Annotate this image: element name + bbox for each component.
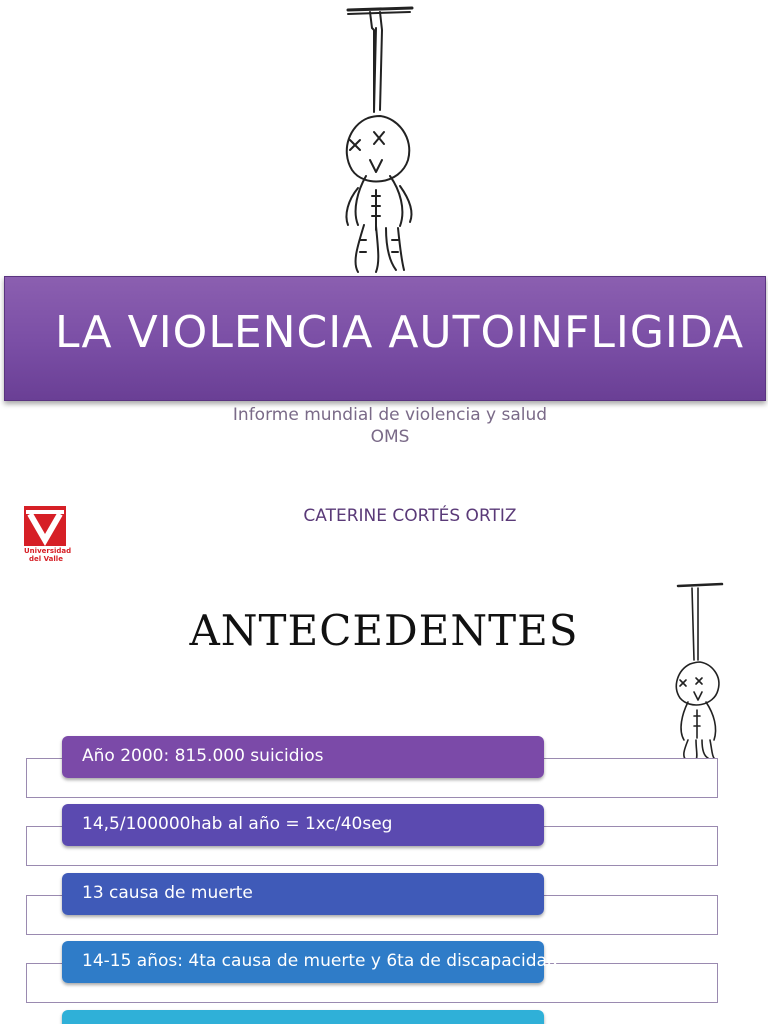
subtitle-line-1: Informe mundial de violencia y salud — [232, 405, 548, 425]
list-item — [0, 736, 768, 808]
logo-mark — [24, 506, 66, 546]
university-logo — [24, 506, 72, 563]
list-item — [0, 1010, 768, 1024]
list-item-pill — [62, 1010, 544, 1024]
subtitle-line-2: OMS — [370, 427, 410, 447]
subtitle — [180, 404, 600, 448]
section-heading: ANTECEDENTES — [189, 606, 579, 655]
list-item-label: Año 2000: 815.000 suicidios — [82, 746, 324, 766]
slide-title-text: LA VIOLENCIA AUTOINFLIGIDA — [55, 307, 745, 358]
list-item-label: 13 causa de muerte — [82, 883, 253, 903]
list-item-pill — [62, 736, 544, 778]
hanging-doll-illustration — [330, 0, 430, 276]
list-item-label: 14-15 años: 4ta causa de muerte y 6ta de discapacidad — [82, 951, 558, 971]
list-item-pill — [62, 873, 544, 915]
list-item-label: 14,5/100000hab al año = 1xc/40seg — [82, 814, 393, 834]
title-banner — [4, 276, 766, 401]
logo-text-line-2: del Valle — [29, 555, 63, 563]
list-item — [0, 941, 768, 1013]
logo-text-line-1: Universidad — [24, 547, 72, 555]
author-name: CATERINE CORTÉS ORTIZ — [303, 506, 517, 526]
list-item — [0, 873, 768, 945]
list-item — [0, 804, 768, 876]
slide-antecedentes — [0, 576, 768, 1024]
list-item-pill — [62, 941, 558, 983]
list-item-pill — [62, 804, 544, 846]
